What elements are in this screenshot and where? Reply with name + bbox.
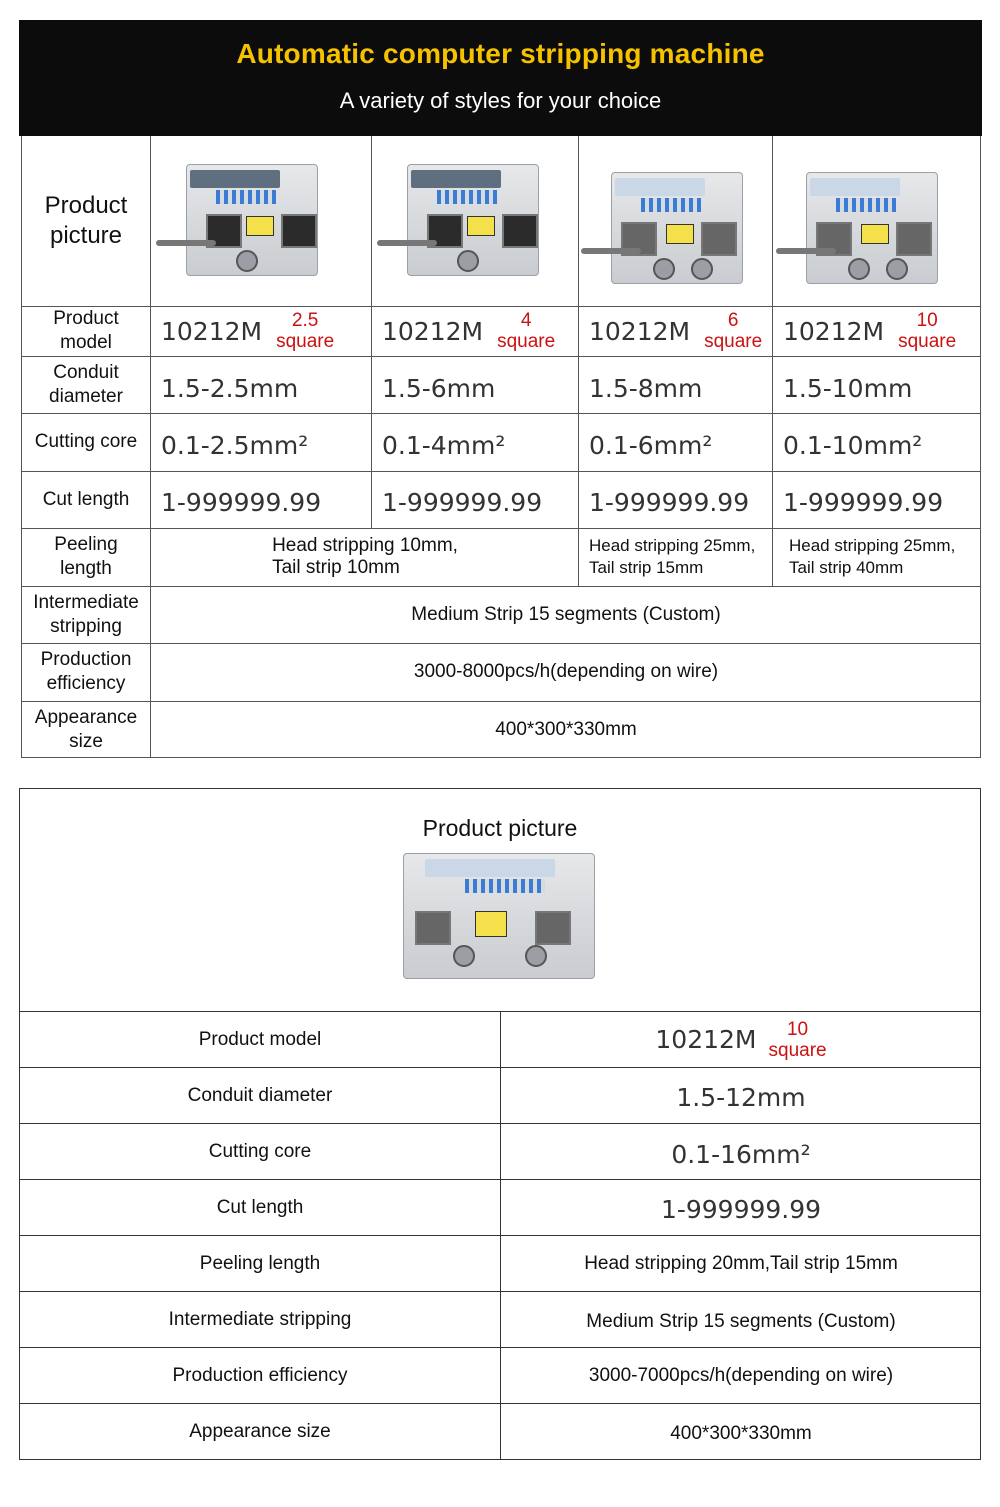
diameter-cell-3: 1.5-8mm [589, 374, 703, 403]
core-cell-3: 0.1-6mm² [589, 430, 713, 460]
label-conduit-diameter: Conduit diameter [49, 361, 123, 407]
detail-value-length: 1-999999.99 [660, 1195, 822, 1224]
detail-label-model: Product model [198, 1028, 322, 1050]
detail-value-peeling: Head stripping 20mm,Tail strip 15mm [584, 1252, 898, 1274]
detail-label-size: Appearance size [189, 1420, 331, 1442]
detail-label-peeling: Peeling length [199, 1252, 321, 1274]
model-cell-4: 10212M 10 square [783, 310, 957, 352]
header-banner [19, 20, 982, 136]
peeling-cell-1: Head stripping 10mm, Tail strip 10mm [272, 535, 458, 578]
length-cell-2: 1-999999.99 [382, 488, 543, 517]
core-cell-2: 0.1-4mm² [382, 430, 506, 460]
diameter-cell-1: 1.5-2.5mm [161, 374, 299, 403]
detail-value-efficiency: 3000-7000pcs/h(depending on wire) [588, 1364, 894, 1386]
page-subtitle: A variety of styles for your choice [339, 88, 662, 113]
size-value: 400*300*330mm [495, 718, 637, 740]
detail-value-intermediate: Medium Strip 15 segments (Custom) [586, 1310, 896, 1332]
efficiency-value: 3000-8000pcs/h(depending on wire) [413, 661, 719, 682]
product-image-1 [156, 164, 336, 284]
diameter-cell-2: 1.5-6mm [382, 374, 496, 403]
length-cell-4: 1-999999.99 [783, 488, 944, 517]
detail-value-core: 0.1-16mm² [671, 1140, 811, 1169]
peeling-cell-2: Head stripping 25mm, Tail strip 15mm [589, 536, 756, 577]
detail-label-core: Cutting core [208, 1140, 312, 1162]
core-cell-4: 0.1-10mm² [783, 430, 923, 460]
detail-label-diameter: Conduit diameter [187, 1084, 333, 1106]
core-cell-1: 0.1-2.5mm² [161, 430, 309, 460]
detail-value-model: 10212M 10 square [655, 1018, 827, 1061]
product-image-3 [581, 172, 761, 292]
comparison-table [21, 136, 981, 758]
label-cut-length: Cut length [42, 488, 130, 510]
intermediate-value: Medium Strip 15 segments (Custom) [411, 603, 721, 625]
detail-label-length: Cut length [216, 1196, 304, 1218]
detail-label-efficiency: Production efficiency [172, 1364, 348, 1386]
label-product-picture: Product picture [44, 192, 128, 249]
label-production-efficiency: Production efficiency [40, 649, 132, 694]
detail-value-diameter: 1.5-12mm [676, 1083, 806, 1112]
label-product-model: Product model [53, 308, 119, 353]
detail-label-intermediate: Intermediate stripping [168, 1308, 352, 1330]
picture-title: Product picture [422, 815, 578, 841]
product-image-4 [776, 172, 956, 292]
detail-table [19, 788, 981, 1460]
peeling-cell-3: Head stripping 25mm, Tail strip 40mm [789, 536, 956, 577]
label-appearance-size: Appearance size [34, 706, 138, 752]
diameter-cell-4: 1.5-10mm [783, 374, 913, 403]
label-intermediate-stripping: Intermediate stripping [33, 591, 139, 637]
label-cutting-core: Cutting core [34, 431, 138, 452]
product-image-2 [377, 164, 557, 284]
model-cell-1: 10212M 2.5 square [161, 310, 335, 352]
length-cell-1: 1-999999.99 [161, 488, 322, 517]
model-cell-3: 10212M 6 square [589, 310, 763, 352]
detail-value-size: 400*300*330mm [670, 1422, 812, 1444]
label-peeling-length: Peeling length [54, 534, 118, 579]
model-cell-2: 10212M 4 square [382, 310, 556, 352]
length-cell-3: 1-999999.99 [589, 488, 750, 517]
detail-product-image [375, 853, 595, 983]
page-title: Automatic computer stripping machine [236, 38, 765, 69]
